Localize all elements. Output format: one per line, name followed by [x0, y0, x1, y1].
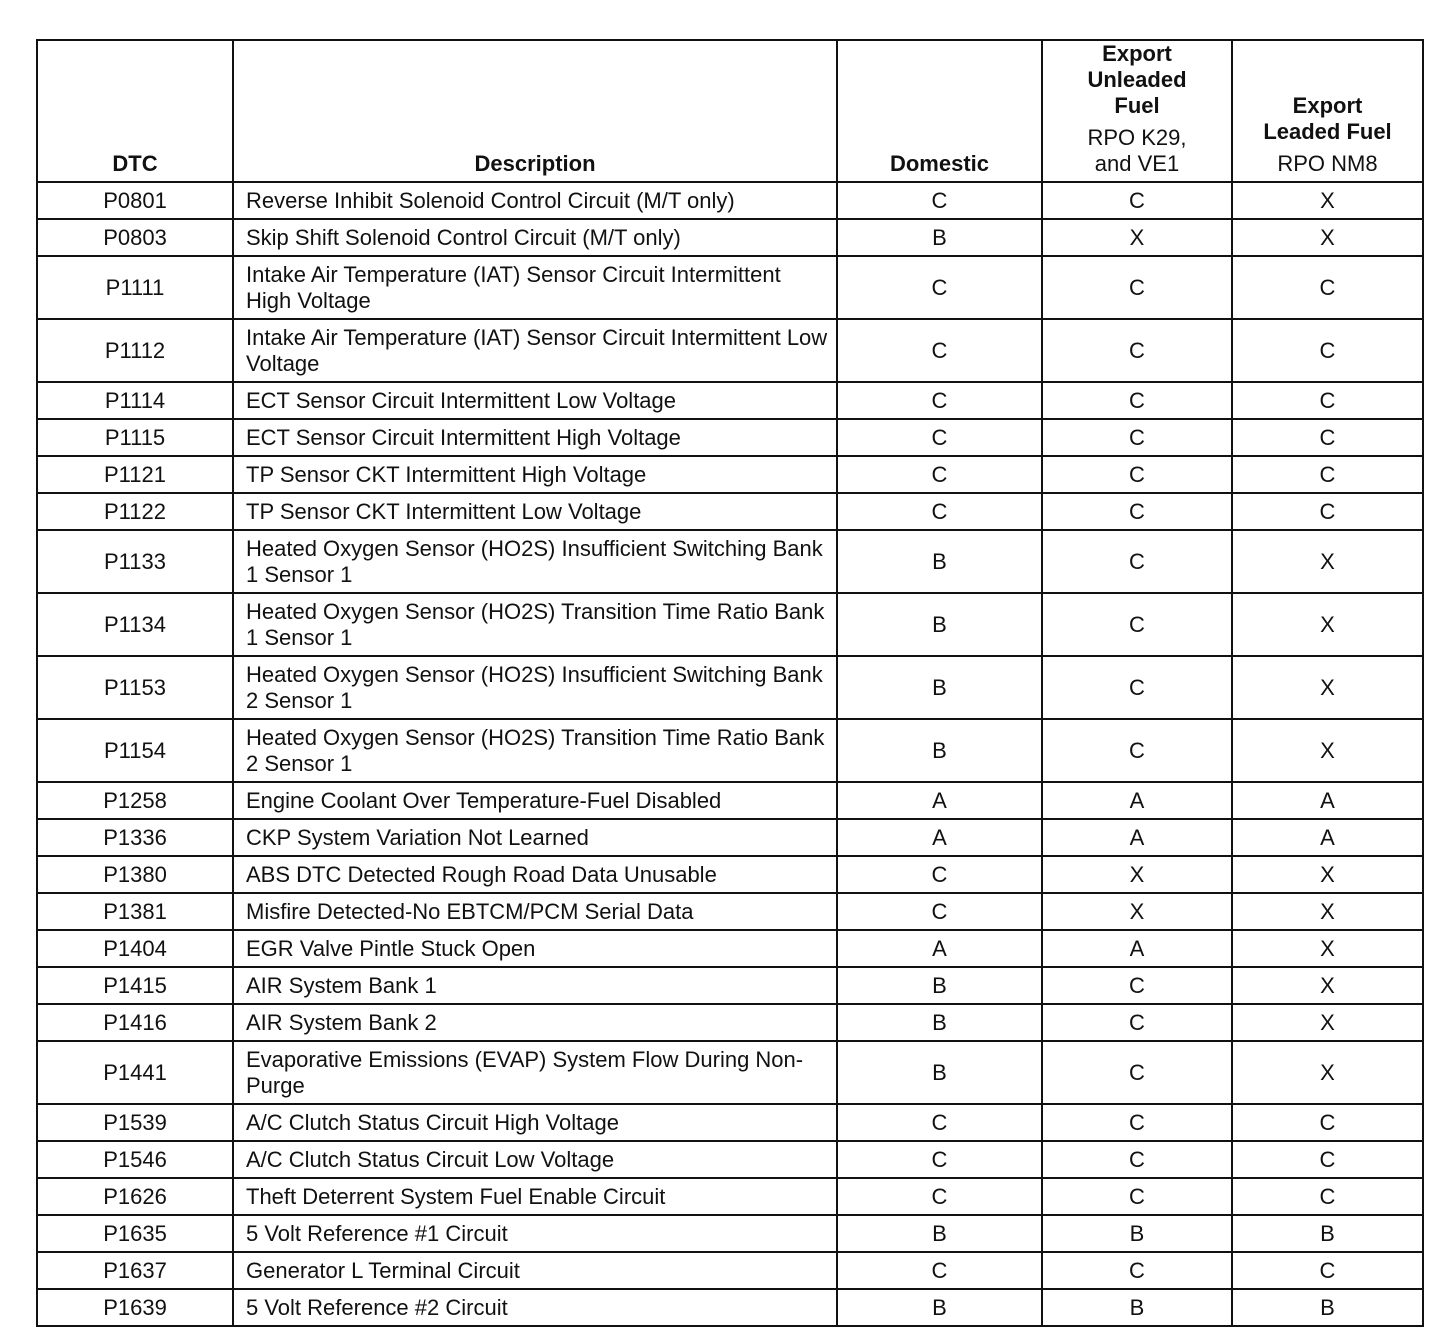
table-row: [37, 593, 1423, 656]
export-unleaded-cell: C: [1042, 967, 1232, 1004]
domestic-cell: B: [837, 656, 1042, 719]
description-cell: A/C Clutch Status Circuit High Voltage: [233, 1104, 837, 1141]
export-leaded-cell: C: [1232, 493, 1423, 530]
description-cell: Misfire Detected-No EBTCM/PCM Serial Data: [233, 893, 837, 930]
header-dtc: DTC: [37, 40, 233, 182]
export-leaded-cell: B: [1232, 1289, 1423, 1326]
export-leaded-cell: B: [1232, 1215, 1423, 1252]
domestic-cell: C: [837, 493, 1042, 530]
domestic-cell: B: [837, 1215, 1042, 1252]
dtc-code-cell: P1134: [37, 593, 233, 656]
table-row: [37, 1004, 1423, 1041]
header-export-leaded-sub: RPO NM8: [1277, 151, 1378, 176]
table-row: [37, 182, 1423, 219]
description-cell: AIR System Bank 2: [233, 1004, 837, 1041]
export-unleaded-cell: X: [1042, 893, 1232, 930]
domestic-cell: B: [837, 967, 1042, 1004]
dtc-code-cell: P1546: [37, 1141, 233, 1178]
export-unleaded-cell: C: [1042, 182, 1232, 219]
export-unleaded-cell: A: [1042, 782, 1232, 819]
domestic-cell: C: [837, 456, 1042, 493]
export-leaded-cell: A: [1232, 782, 1423, 819]
table-row: [37, 1104, 1423, 1141]
domestic-cell: C: [837, 182, 1042, 219]
description-cell: Heated Oxygen Sensor (HO2S) Insufficient Switching Bank 2 Sensor 1: [233, 656, 837, 719]
description-cell: Heated Oxygen Sensor (HO2S) Insufficient Switching Bank 1 Sensor 1: [233, 530, 837, 593]
domestic-cell: C: [837, 1104, 1042, 1141]
description-cell: EGR Valve Pintle Stuck Open: [233, 930, 837, 967]
description-cell: Heated Oxygen Sensor (HO2S) Transition Time Ratio Bank 2 Sensor 1: [233, 719, 837, 782]
header-export-leaded-title: Export Leaded Fuel: [1263, 93, 1392, 144]
dtc-table: [36, 39, 1424, 1327]
dtc-code-cell: P1637: [37, 1252, 233, 1289]
export-unleaded-cell: C: [1042, 456, 1232, 493]
table-row: [37, 656, 1423, 719]
table-row: [37, 893, 1423, 930]
domestic-cell: B: [837, 1289, 1042, 1326]
table-row: [37, 319, 1423, 382]
domestic-cell: B: [837, 1004, 1042, 1041]
domestic-cell: C: [837, 319, 1042, 382]
table-row: [37, 493, 1423, 530]
dtc-code-cell: P1258: [37, 782, 233, 819]
table-row: [37, 967, 1423, 1004]
export-leaded-cell: C: [1232, 256, 1423, 319]
description-cell: ECT Sensor Circuit Intermittent High Voltage: [233, 419, 837, 456]
table-row: [37, 719, 1423, 782]
table-row: [37, 256, 1423, 319]
table-row: [37, 1141, 1423, 1178]
dtc-code-cell: P1122: [37, 493, 233, 530]
export-leaded-cell: C: [1232, 1104, 1423, 1141]
export-leaded-cell: X: [1232, 856, 1423, 893]
domestic-cell: B: [837, 719, 1042, 782]
export-leaded-cell: X: [1232, 219, 1423, 256]
table-row: [37, 1289, 1423, 1326]
export-unleaded-cell: C: [1042, 419, 1232, 456]
table-row: [37, 382, 1423, 419]
export-leaded-cell: A: [1232, 819, 1423, 856]
table-row: [37, 930, 1423, 967]
description-cell: Reverse Inhibit Solenoid Control Circuit (M/T only): [233, 182, 837, 219]
export-unleaded-cell: X: [1042, 856, 1232, 893]
export-unleaded-cell: A: [1042, 819, 1232, 856]
dtc-code-cell: P1635: [37, 1215, 233, 1252]
export-unleaded-cell: C: [1042, 1252, 1232, 1289]
description-cell: Engine Coolant Over Temperature-Fuel Disabled: [233, 782, 837, 819]
table-row: [37, 819, 1423, 856]
description-cell: Generator L Terminal Circuit: [233, 1252, 837, 1289]
header-export-unleaded-sub: RPO K29, and VE1: [1087, 125, 1187, 176]
table-row: [37, 782, 1423, 819]
header-export-leaded: [1232, 40, 1423, 182]
dtc-code-cell: P1154: [37, 719, 233, 782]
domestic-cell: C: [837, 382, 1042, 419]
export-unleaded-cell: C: [1042, 1178, 1232, 1215]
domestic-cell: C: [837, 856, 1042, 893]
description-cell: A/C Clutch Status Circuit Low Voltage: [233, 1141, 837, 1178]
header-export-unleaded-title: Export Unleaded Fuel: [1087, 41, 1187, 118]
table-row: [37, 1215, 1423, 1252]
dtc-code-cell: P1639: [37, 1289, 233, 1326]
export-leaded-cell: X: [1232, 930, 1423, 967]
dtc-code-cell: P1111: [37, 256, 233, 319]
description-cell: 5 Volt Reference #2 Circuit: [233, 1289, 837, 1326]
export-unleaded-cell: B: [1042, 1215, 1232, 1252]
export-unleaded-cell: X: [1042, 219, 1232, 256]
export-unleaded-cell: B: [1042, 1289, 1232, 1326]
dtc-code-cell: P1153: [37, 656, 233, 719]
export-unleaded-cell: C: [1042, 530, 1232, 593]
export-leaded-cell: X: [1232, 967, 1423, 1004]
dtc-code-cell: P1336: [37, 819, 233, 856]
dtc-code-cell: P1112: [37, 319, 233, 382]
domestic-cell: B: [837, 530, 1042, 593]
domestic-cell: C: [837, 893, 1042, 930]
export-leaded-cell: X: [1232, 719, 1423, 782]
domestic-cell: A: [837, 819, 1042, 856]
export-unleaded-cell: C: [1042, 382, 1232, 419]
description-cell: ABS DTC Detected Rough Road Data Unusable: [233, 856, 837, 893]
domestic-cell: B: [837, 1041, 1042, 1104]
table-row: [37, 1041, 1423, 1104]
dtc-code-cell: P0801: [37, 182, 233, 219]
export-leaded-cell: C: [1232, 456, 1423, 493]
export-leaded-cell: X: [1232, 656, 1423, 719]
description-cell: TP Sensor CKT Intermittent Low Voltage: [233, 493, 837, 530]
export-unleaded-cell: C: [1042, 1141, 1232, 1178]
domestic-cell: C: [837, 1252, 1042, 1289]
description-cell: Evaporative Emissions (EVAP) System Flow During Non-Purge: [233, 1041, 837, 1104]
export-unleaded-cell: C: [1042, 719, 1232, 782]
export-leaded-cell: X: [1232, 1041, 1423, 1104]
dtc-code-cell: P1133: [37, 530, 233, 593]
export-leaded-cell: C: [1232, 382, 1423, 419]
export-unleaded-cell: C: [1042, 1104, 1232, 1141]
description-cell: Theft Deterrent System Fuel Enable Circuit: [233, 1178, 837, 1215]
export-unleaded-cell: C: [1042, 319, 1232, 382]
domestic-cell: A: [837, 930, 1042, 967]
export-leaded-cell: X: [1232, 893, 1423, 930]
dtc-code-cell: P1381: [37, 893, 233, 930]
domestic-cell: C: [837, 256, 1042, 319]
export-leaded-cell: C: [1232, 319, 1423, 382]
table-row: [37, 219, 1423, 256]
dtc-code-cell: P1121: [37, 456, 233, 493]
table-row: [37, 1178, 1423, 1215]
table-row: [37, 456, 1423, 493]
dtc-code-cell: P1404: [37, 930, 233, 967]
export-leaded-cell: X: [1232, 182, 1423, 219]
export-leaded-cell: X: [1232, 530, 1423, 593]
table-row: [37, 530, 1423, 593]
dtc-code-cell: P1114: [37, 382, 233, 419]
export-leaded-cell: X: [1232, 1004, 1423, 1041]
table-row: [37, 419, 1423, 456]
header-domestic: Domestic: [837, 40, 1042, 182]
domestic-cell: B: [837, 593, 1042, 656]
dtc-code-cell: P1416: [37, 1004, 233, 1041]
dtc-code-cell: P0803: [37, 219, 233, 256]
dtc-code-cell: P1539: [37, 1104, 233, 1141]
export-leaded-cell: C: [1232, 1141, 1423, 1178]
export-unleaded-cell: C: [1042, 656, 1232, 719]
table-row: [37, 1252, 1423, 1289]
header-description: Description: [233, 40, 837, 182]
domestic-cell: C: [837, 1178, 1042, 1215]
export-unleaded-cell: C: [1042, 1004, 1232, 1041]
dtc-code-cell: P1415: [37, 967, 233, 1004]
dtc-code-cell: P1115: [37, 419, 233, 456]
description-cell: Intake Air Temperature (IAT) Sensor Circuit Intermittent High Voltage: [233, 256, 837, 319]
dtc-code-cell: P1380: [37, 856, 233, 893]
description-cell: CKP System Variation Not Learned: [233, 819, 837, 856]
dtc-code-cell: P1626: [37, 1178, 233, 1215]
export-unleaded-cell: C: [1042, 256, 1232, 319]
header-export-unleaded: [1042, 40, 1232, 182]
domestic-cell: C: [837, 419, 1042, 456]
description-cell: TP Sensor CKT Intermittent High Voltage: [233, 456, 837, 493]
export-leaded-cell: C: [1232, 1178, 1423, 1215]
description-cell: Intake Air Temperature (IAT) Sensor Circuit Intermittent Low Voltage: [233, 319, 837, 382]
export-leaded-cell: C: [1232, 419, 1423, 456]
export-unleaded-cell: A: [1042, 930, 1232, 967]
description-cell: 5 Volt Reference #1 Circuit: [233, 1215, 837, 1252]
description-cell: ECT Sensor Circuit Intermittent Low Voltage: [233, 382, 837, 419]
domestic-cell: C: [837, 1141, 1042, 1178]
export-leaded-cell: X: [1232, 593, 1423, 656]
description-cell: AIR System Bank 1: [233, 967, 837, 1004]
domestic-cell: B: [837, 219, 1042, 256]
export-leaded-cell: C: [1232, 1252, 1423, 1289]
domestic-cell: A: [837, 782, 1042, 819]
export-unleaded-cell: C: [1042, 493, 1232, 530]
table-row: [37, 856, 1423, 893]
header-row: [37, 40, 1423, 182]
dtc-code-cell: P1441: [37, 1041, 233, 1104]
description-cell: Heated Oxygen Sensor (HO2S) Transition Time Ratio Bank 1 Sensor 1: [233, 593, 837, 656]
export-unleaded-cell: C: [1042, 593, 1232, 656]
description-cell: Skip Shift Solenoid Control Circuit (M/T only): [233, 219, 837, 256]
export-unleaded-cell: C: [1042, 1041, 1232, 1104]
